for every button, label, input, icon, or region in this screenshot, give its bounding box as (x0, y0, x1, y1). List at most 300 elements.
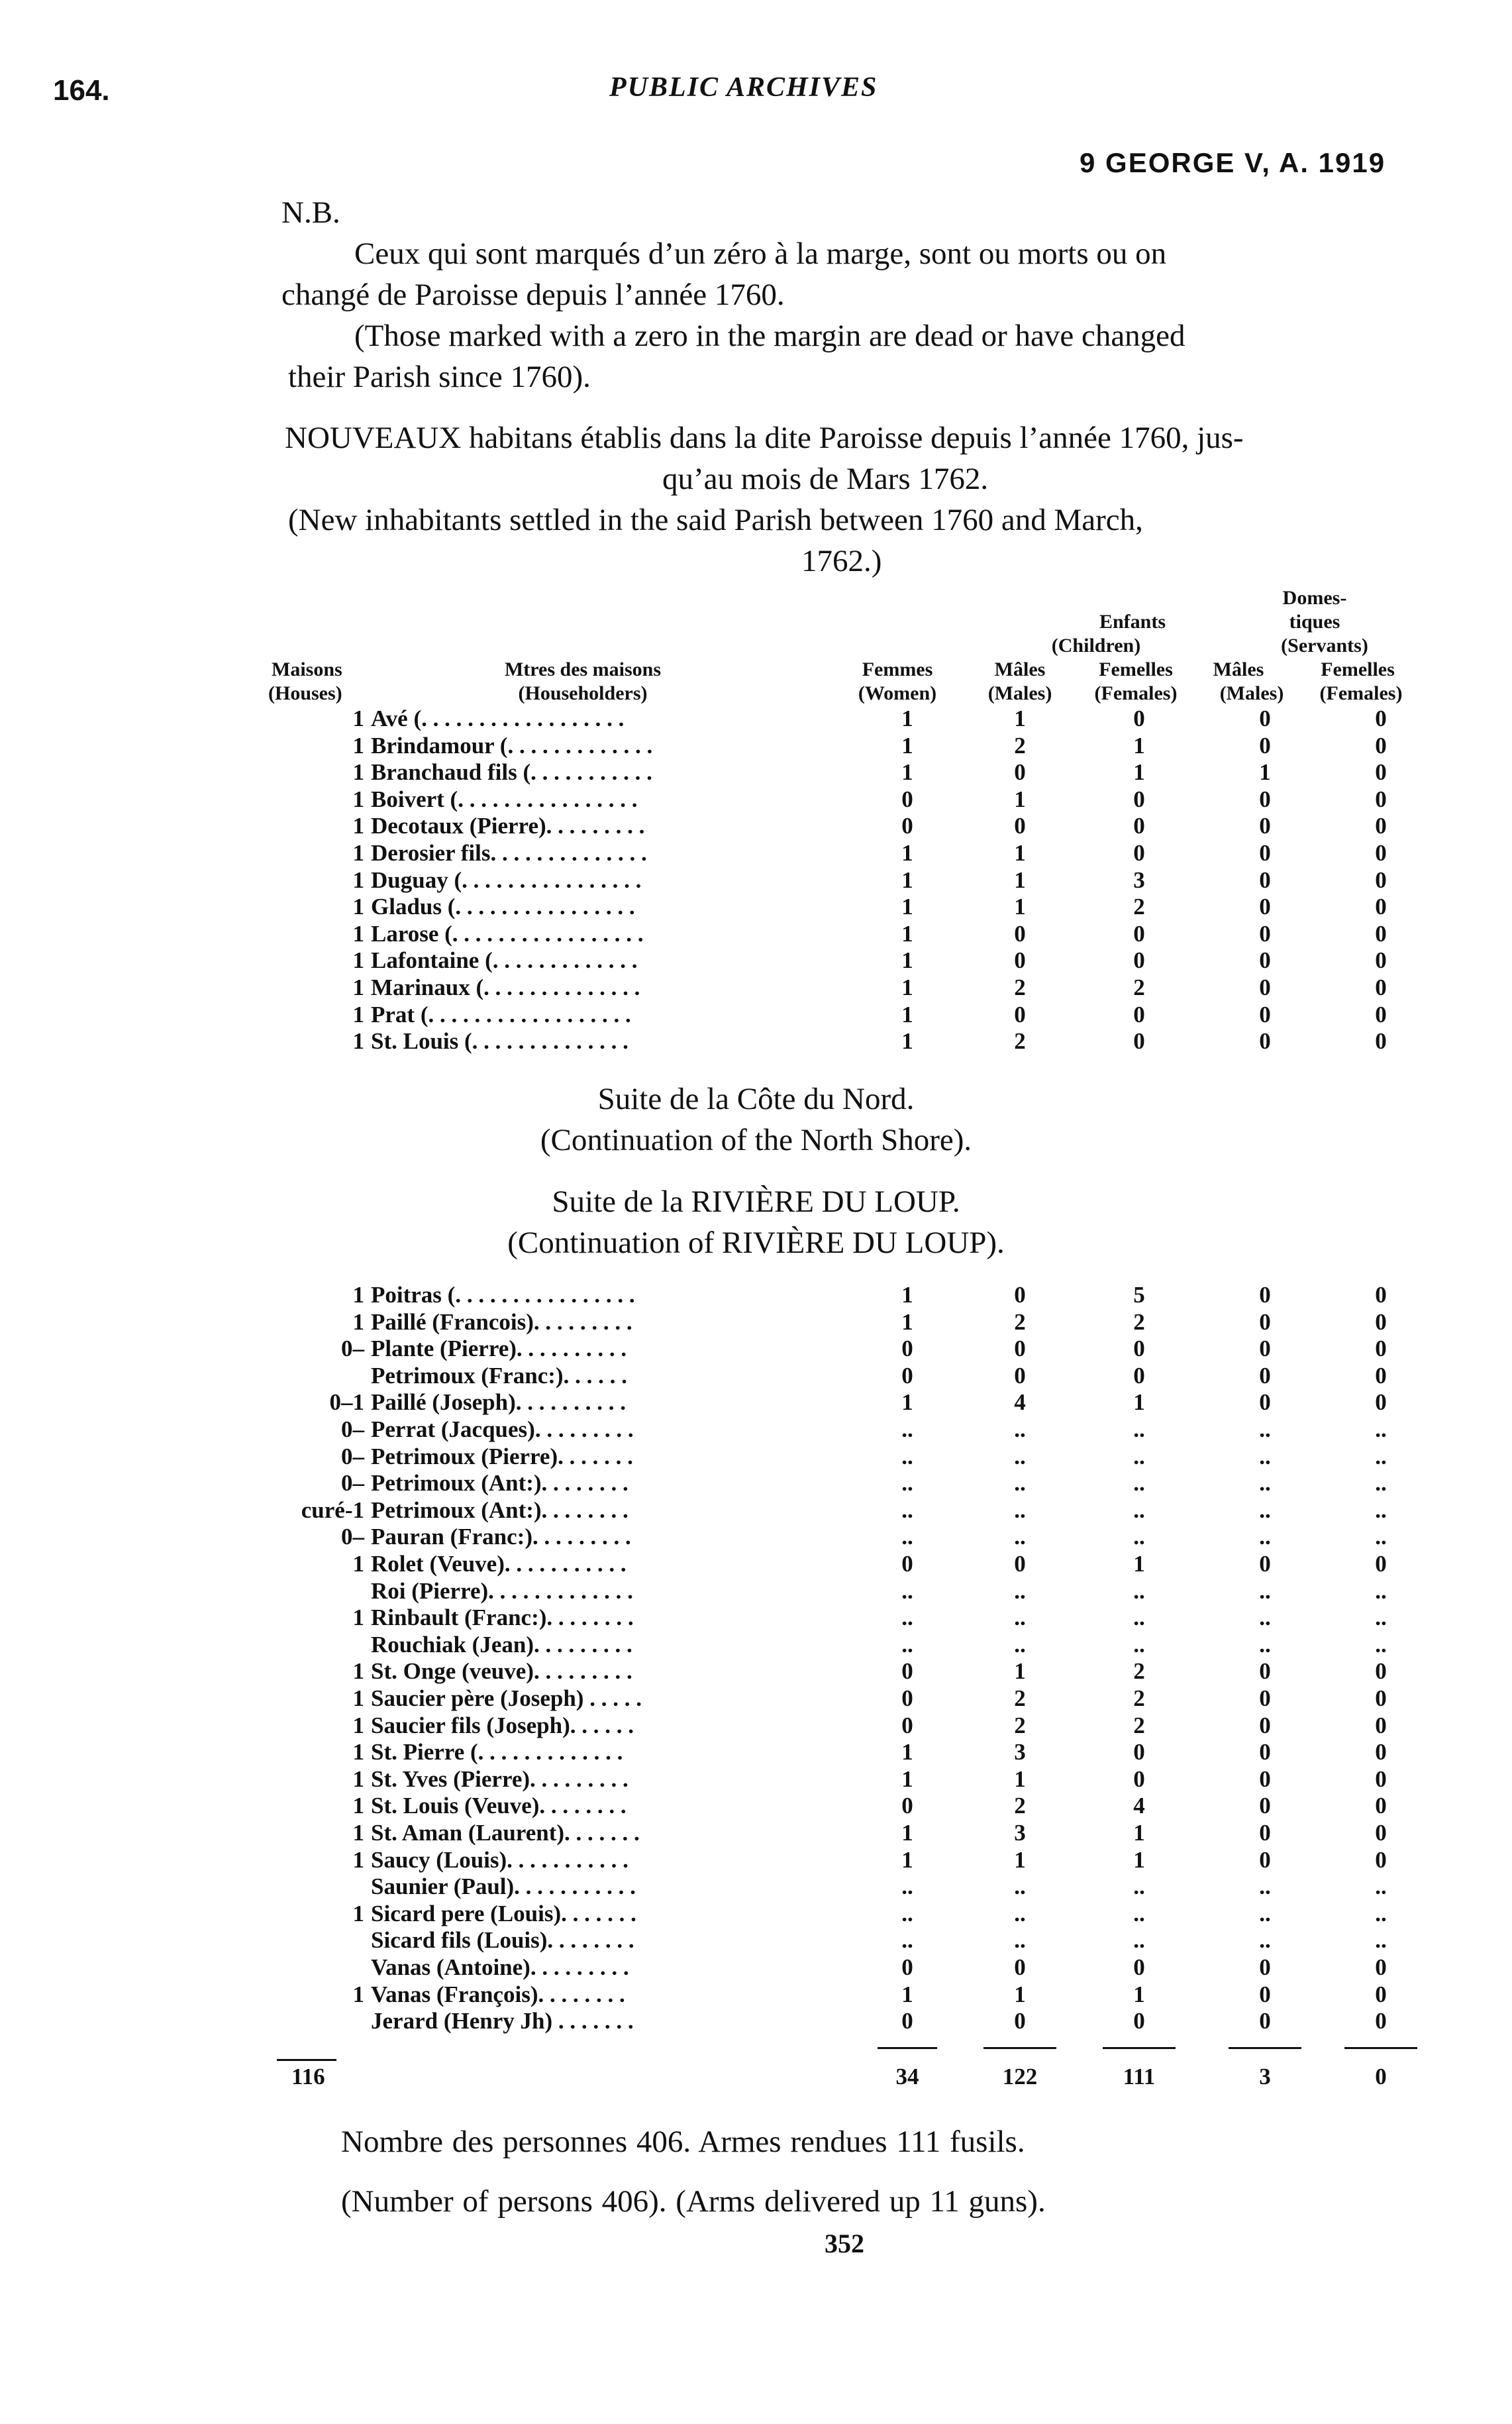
female-servants-count: 0 (1375, 2008, 1387, 2034)
male-servants-count: 0 (1259, 1712, 1271, 1738)
house-mark: 1 (352, 840, 364, 866)
female-children-count: 0 (1133, 1336, 1145, 1362)
female-servants-count: 0 (1375, 759, 1387, 786)
house-mark: 1 (352, 1846, 364, 1873)
female-children-count: 0 (1133, 786, 1145, 812)
header-children: (Children) (1051, 635, 1141, 657)
table-row (0, 1028, 1512, 1055)
householder-name: Vanas (Antoine). . . . . . . . . (371, 1954, 629, 1980)
male-children-count: 3 (1014, 1820, 1026, 1846)
householder-name: Rinbault (Franc:). . . . . . . . (371, 1605, 634, 1631)
house-mark: 1 (352, 975, 364, 1000)
male-children-count: .. (1014, 1873, 1026, 1900)
total-males: 122 (1002, 2064, 1038, 2089)
female-children-count: 1 (1133, 732, 1145, 759)
header-femmes: Femmes (862, 659, 933, 680)
header-servant-femelles: Femelles (1321, 659, 1395, 680)
male-children-count: 1 (1014, 867, 1026, 893)
female-children-count: 2 (1133, 1712, 1145, 1738)
women-count: .. (901, 1631, 913, 1658)
total-rule-women (878, 2047, 937, 2049)
householder-name: Roi (Pierre). . . . . . . . . . . . . (371, 1577, 633, 1604)
householder-name: Decotaux (Pierre). . . . . . . . . (371, 813, 645, 839)
table-row (0, 1578, 1512, 1605)
house-mark: 1 (352, 894, 364, 920)
female-children-count: 0 (1133, 706, 1145, 731)
male-servants-count: 0 (1259, 1658, 1271, 1685)
female-children-count: 0 (1133, 920, 1145, 947)
householder-name: St. Onge (veuve). . . . . . . . . (371, 1658, 632, 1685)
female-children-count: 2 (1133, 975, 1145, 1000)
female-children-count: 0 (1133, 1739, 1145, 1765)
header-males-en: (Males) (987, 682, 1052, 704)
table-row (0, 1336, 1512, 1363)
male-servants-count: .. (1259, 1524, 1271, 1550)
header-maisons: Maisons (272, 659, 342, 680)
note-fr-line1: Ceux qui sont marqués d’un zéro à la marge, sont ou morts ou on (354, 237, 1167, 271)
householder-name: Paillé (Francois). . . . . . . . . (371, 1308, 632, 1335)
male-servants-count: 0 (1259, 1362, 1271, 1389)
male-servants-count: 0 (1259, 975, 1271, 1000)
women-count: 0 (901, 813, 913, 839)
women-count: .. (901, 1470, 913, 1497)
householder-name: Prat (. . . . . . . . . . . . . . . . . . (371, 1001, 631, 1028)
male-servants-count: 0 (1259, 920, 1271, 947)
women-count: .. (901, 1873, 913, 1900)
male-children-count: 1 (1014, 840, 1026, 866)
house-mark: 1 (352, 1820, 364, 1846)
women-count: 0 (901, 1362, 913, 1389)
householder-name: Boivert (. . . . . . . . . . . . . . . . (371, 786, 638, 812)
house-mark: 1 (352, 1900, 364, 1926)
female-children-count: 1 (1133, 1389, 1145, 1416)
women-count: 0 (901, 1336, 913, 1362)
male-servants-count: 0 (1259, 1551, 1271, 1577)
women-count: .. (901, 1497, 913, 1523)
female-servants-count: 0 (1375, 947, 1387, 974)
female-servants-count: 0 (1375, 1765, 1387, 1792)
male-servants-count: .. (1259, 1416, 1271, 1442)
male-children-count: 2 (1014, 975, 1026, 1000)
total-rule-males (983, 2047, 1056, 2049)
male-children-count: 0 (1014, 759, 1026, 786)
women-count: 0 (901, 1685, 913, 1711)
female-children-count: .. (1133, 1927, 1145, 1954)
female-servants-count: 0 (1375, 920, 1387, 947)
header-enfants: Enfants (1099, 611, 1166, 633)
male-children-count: 1 (1014, 1981, 1026, 2007)
header-servants: (Servants) (1281, 635, 1368, 657)
total-servant-males: 3 (1259, 2064, 1271, 2089)
female-children-count: 0 (1133, 813, 1145, 839)
table-row (0, 786, 1512, 814)
male-servants-count: 0 (1259, 1739, 1271, 1765)
female-children-count: 1 (1133, 1820, 1145, 1846)
male-children-count: 0 (1014, 1954, 1026, 1980)
table-row (0, 1901, 1512, 1928)
house-mark: 0– (341, 1470, 364, 1497)
table-row (0, 867, 1512, 894)
male-children-count: .. (1014, 1524, 1026, 1550)
header-servant-males: Mâles (1213, 659, 1264, 680)
female-servants-count: 0 (1375, 1685, 1387, 1711)
header-women: (Women) (858, 682, 937, 704)
male-children-count: 2 (1014, 1028, 1026, 1055)
female-servants-count: 0 (1375, 1739, 1387, 1765)
header-females-en: (Females) (1094, 682, 1178, 704)
householder-name: Plante (Pierre). . . . . . . . . . (371, 1336, 627, 1362)
house-mark: 0– (341, 1443, 364, 1469)
male-children-count: 2 (1014, 732, 1026, 759)
session-label: 9 GEORGE V, A. 1919 (1080, 147, 1386, 178)
male-children-count: 1 (1014, 706, 1026, 731)
female-servants-count: 0 (1375, 813, 1387, 839)
male-servants-count: 0 (1259, 1001, 1271, 1028)
female-children-count: .. (1133, 1416, 1145, 1442)
householder-name: Petrimoux (Pierre). . . . . . . (371, 1443, 633, 1469)
women-count: .. (901, 1900, 913, 1926)
header-houses: (Houses) (268, 682, 342, 704)
male-children-count: .. (1014, 1443, 1026, 1469)
householder-name: Petrimoux (Ant:). . . . . . . . (371, 1470, 629, 1497)
header-tiques: tiques (1289, 611, 1340, 633)
male-servants-count: 0 (1259, 1685, 1271, 1711)
table-row (0, 1981, 1512, 2009)
male-children-count: 2 (1014, 1308, 1026, 1335)
women-count: .. (901, 1443, 913, 1469)
women-count: 1 (901, 759, 913, 786)
male-children-count: 0 (1014, 813, 1026, 839)
table-row (0, 1470, 1512, 1497)
female-servants-count: 0 (1375, 840, 1387, 866)
male-servants-count: .. (1259, 1873, 1271, 1900)
female-servants-count: 0 (1375, 1658, 1387, 1685)
male-servants-count: 0 (1259, 732, 1271, 759)
female-children-count: .. (1133, 1577, 1145, 1604)
female-servants-count: .. (1375, 1577, 1387, 1604)
householder-name: Larose (. . . . . . . . . . . . . . . . . (371, 920, 644, 947)
women-count: 1 (901, 1981, 913, 2007)
male-servants-count: .. (1259, 1577, 1271, 1604)
table-row (0, 813, 1512, 840)
female-servants-count: 0 (1375, 732, 1387, 759)
female-children-count: 0 (1133, 1954, 1145, 1980)
table-row (0, 921, 1512, 948)
male-servants-count: 0 (1259, 1765, 1271, 1792)
women-count: 1 (901, 1765, 913, 1792)
male-children-count: 1 (1014, 1658, 1026, 1685)
section-riviere-du-loup-en: (Continuation of RIVIÈRE DU LOUP). (507, 1226, 1005, 1260)
table-row (0, 1873, 1512, 1901)
male-servants-count: 0 (1259, 867, 1271, 893)
table-row (0, 1954, 1512, 1981)
table-row (0, 733, 1512, 760)
header-maitres: Mtres des maisons (504, 659, 662, 680)
householder-name: Paillé (Joseph). . . . . . . . . . (371, 1389, 626, 1416)
male-servants-count: 0 (1259, 813, 1271, 839)
women-count: 1 (901, 1028, 913, 1055)
house-mark: 1 (352, 920, 364, 947)
table-row (0, 759, 1512, 786)
female-servants-count: 0 (1375, 867, 1387, 893)
female-servants-count: 0 (1375, 1362, 1387, 1389)
female-servants-count: 0 (1375, 1282, 1387, 1308)
nb-label: N.B. (281, 195, 340, 230)
male-servants-count: 1 (1259, 759, 1271, 786)
householder-name: Saucier fils (Joseph). . . . . . (371, 1712, 634, 1738)
female-servants-count: .. (1375, 1631, 1387, 1658)
female-children-count: 2 (1133, 1308, 1145, 1335)
female-servants-count: 0 (1375, 1954, 1387, 1980)
male-servants-count: .. (1259, 1443, 1271, 1469)
women-count: 1 (901, 1846, 913, 1873)
female-children-count: 2 (1133, 1658, 1145, 1685)
women-count: .. (901, 1577, 913, 1604)
female-children-count: 0 (1133, 1362, 1145, 1389)
female-servants-count: 0 (1375, 1551, 1387, 1577)
house-mark: 1 (352, 867, 364, 893)
male-servants-count: 0 (1259, 1954, 1271, 1980)
new-inhabitants-line1: (New inhabitants settled in the said Parish between 1760 and March, (288, 503, 1143, 537)
house-mark: 1 (352, 1551, 364, 1577)
male-servants-count: 0 (1259, 840, 1271, 866)
women-count: .. (901, 1524, 913, 1550)
house-mark: 1 (352, 1685, 364, 1711)
householder-name: Jerard (Henry Jh) . . . . . . . (371, 2008, 634, 2034)
householder-name: Sicard fils (Louis). . . . . . . . (371, 1927, 634, 1954)
footer-en: (Number of persons 406). (Arms delivered up 11 guns). (341, 2184, 1046, 2219)
female-servants-count: 0 (1375, 1308, 1387, 1335)
women-count: 1 (901, 894, 913, 920)
female-children-count: 2 (1133, 894, 1145, 920)
householder-name: Petrimoux (Ant:). . . . . . . . (371, 1497, 629, 1523)
male-children-count: 0 (1014, 2008, 1026, 2034)
female-children-count: 1 (1133, 1981, 1145, 2007)
householder-name: Perrat (Jacques). . . . . . . . . (371, 1416, 634, 1442)
house-mark: 1 (352, 732, 364, 759)
female-servants-count: 0 (1375, 1389, 1387, 1416)
female-servants-count: .. (1375, 1605, 1387, 1631)
house-mark: 1 (352, 813, 364, 839)
male-servants-count: 0 (1259, 1820, 1271, 1846)
householder-name: St. Aman (Laurent). . . . . . . (371, 1820, 640, 1846)
male-children-count: .. (1014, 1497, 1026, 1523)
householder-name: Poitras (. . . . . . . . . . . . . . . . (371, 1282, 635, 1308)
female-servants-count: .. (1375, 1900, 1387, 1926)
house-mark: 1 (352, 1658, 364, 1685)
male-servants-count: .. (1259, 1470, 1271, 1497)
house-mark: 1 (352, 947, 364, 974)
female-children-count: .. (1133, 1470, 1145, 1497)
table-row (0, 1793, 1512, 1820)
table-row (0, 1309, 1512, 1336)
female-children-count: 1 (1133, 1551, 1145, 1577)
house-mark: 1 (352, 1282, 364, 1308)
table-row (0, 1927, 1512, 1954)
table-row (0, 1389, 1512, 1416)
table-row (0, 1632, 1512, 1659)
house-mark: curé-1 (301, 1497, 364, 1523)
male-children-count: 3 (1014, 1739, 1026, 1765)
women-count: 0 (901, 1793, 913, 1819)
male-servants-count: 0 (1259, 1308, 1271, 1335)
male-servants-count: .. (1259, 1497, 1271, 1523)
house-mark: 0– (341, 1336, 364, 1362)
male-children-count: .. (1014, 1900, 1026, 1926)
female-servants-count: 0 (1375, 1846, 1387, 1873)
table-row (0, 1658, 1512, 1685)
male-servants-count: 0 (1259, 1793, 1271, 1819)
female-children-count: 0 (1133, 1765, 1145, 1792)
male-servants-count: 0 (1259, 1282, 1271, 1308)
women-count: 1 (901, 1282, 913, 1308)
total-servant-females: 0 (1375, 2064, 1387, 2089)
section-riviere-du-loup: Suite de la RIVIÈRE DU LOUP. (552, 1185, 960, 1219)
house-mark: 1 (352, 1605, 364, 1631)
table-row (0, 1685, 1512, 1713)
total-rule-houses (277, 2059, 336, 2061)
running-title: PUBLIC ARCHIVES (609, 72, 878, 103)
female-servants-count: .. (1375, 1470, 1387, 1497)
female-children-count: 0 (1133, 947, 1145, 974)
table-row (0, 1524, 1512, 1551)
women-count: 1 (901, 1820, 913, 1846)
male-servants-count: 0 (1259, 894, 1271, 920)
male-children-count: .. (1014, 1577, 1026, 1604)
female-children-count: 0 (1133, 1028, 1145, 1055)
female-servants-count: 0 (1375, 975, 1387, 1000)
new-inhabitants-line2: 1762.) (801, 544, 882, 578)
women-count: 1 (901, 1308, 913, 1335)
house-mark: 0– (341, 1524, 364, 1550)
female-children-count: 2 (1133, 1685, 1145, 1711)
house-mark: 1 (352, 759, 364, 786)
male-servants-count: .. (1259, 1605, 1271, 1631)
women-count: 1 (901, 706, 913, 731)
table-row (0, 1713, 1512, 1740)
women-count: 0 (901, 1954, 913, 1980)
male-servants-count: 0 (1259, 1981, 1271, 2007)
header-servant-females-en: (Females) (1319, 682, 1403, 704)
male-children-count: .. (1014, 1605, 1026, 1631)
male-servants-count: 0 (1259, 1028, 1271, 1055)
table-row (0, 1766, 1512, 1793)
table-row (0, 1847, 1512, 1874)
table-row (0, 1363, 1512, 1390)
female-servants-count: 0 (1375, 706, 1387, 731)
householder-name: Saucier père (Joseph) . . . . . (371, 1685, 642, 1711)
male-servants-count: 0 (1259, 1336, 1271, 1362)
table-row (0, 1605, 1512, 1632)
male-servants-count: .. (1259, 1900, 1271, 1926)
page-count: 352 (825, 2229, 864, 2258)
male-servants-count: .. (1259, 1631, 1271, 1658)
female-children-count: 0 (1133, 2008, 1145, 2034)
male-children-count: 0 (1014, 1362, 1026, 1389)
householder-name: Derosier fils. . . . . . . . . . . . . . (371, 840, 647, 866)
female-servants-count: 0 (1375, 1820, 1387, 1846)
women-count: 0 (901, 1551, 913, 1577)
female-children-count: .. (1133, 1873, 1145, 1900)
female-children-count: 1 (1133, 1846, 1145, 1873)
women-count: 0 (901, 786, 913, 812)
house-mark: 1 (352, 1765, 364, 1792)
female-servants-count: 0 (1375, 894, 1387, 920)
male-servants-count: 0 (1259, 706, 1271, 731)
householder-name: Marinaux (. . . . . . . . . . . . . . (371, 975, 640, 1000)
male-children-count: 0 (1014, 947, 1026, 974)
house-mark: 0– (341, 1416, 364, 1442)
female-servants-count: .. (1375, 1927, 1387, 1954)
male-children-count: 0 (1014, 1282, 1026, 1308)
male-children-count: .. (1014, 1631, 1026, 1658)
male-servants-count: 0 (1259, 786, 1271, 812)
header-householders: (Householders) (518, 682, 648, 704)
male-servants-count: 0 (1259, 2008, 1271, 2034)
house-mark: 1 (352, 1001, 364, 1028)
householder-name: St. Yves (Pierre). . . . . . . . . (371, 1765, 629, 1792)
male-children-count: .. (1014, 1416, 1026, 1442)
table-row (0, 1416, 1512, 1444)
male-children-count: 4 (1014, 1389, 1026, 1416)
page-number: 164. (53, 74, 110, 107)
header-servant-males-en: (Males) (1219, 682, 1284, 704)
total-women: 34 (895, 2064, 919, 2089)
male-servants-count: .. (1259, 1927, 1271, 1954)
women-count: 1 (901, 1739, 913, 1765)
women-count: 1 (901, 732, 913, 759)
female-servants-count: .. (1375, 1873, 1387, 1900)
house-mark: 1 (352, 1028, 364, 1055)
male-servants-count: 0 (1259, 1846, 1271, 1873)
male-servants-count: 0 (1259, 1389, 1271, 1416)
women-count: .. (901, 1927, 913, 1954)
male-servants-count: 0 (1259, 947, 1271, 974)
male-children-count: 1 (1014, 1846, 1026, 1873)
table-row (0, 1282, 1512, 1309)
totals-row (0, 2064, 1512, 2091)
table-row (0, 1739, 1512, 1766)
female-children-count: 1 (1133, 759, 1145, 786)
female-servants-count: 0 (1375, 1981, 1387, 2007)
header-domes: Domes- (1282, 587, 1347, 609)
women-count: 1 (901, 1389, 913, 1416)
house-mark: 1 (352, 1981, 364, 2007)
total-rule-servant-females (1344, 2047, 1417, 2049)
female-servants-count: 0 (1375, 1712, 1387, 1738)
female-servants-count: 0 (1375, 1001, 1387, 1028)
table-row (0, 975, 1512, 1002)
total-females: 111 (1123, 2064, 1156, 2089)
table-row (0, 947, 1512, 975)
total-rule-females (1103, 2047, 1176, 2049)
section-cote-du-nord: Suite de la Côte du Nord. (597, 1082, 915, 1116)
female-children-count: 4 (1133, 1793, 1145, 1819)
women-count: .. (901, 1605, 913, 1631)
householder-name: Petrimoux (Franc:). . . . . . (371, 1362, 627, 1389)
male-children-count: 0 (1014, 920, 1026, 947)
house-mark: 1 (352, 706, 364, 731)
householder-name: Sicard pere (Louis). . . . . . . (371, 1900, 636, 1926)
women-count: 1 (901, 867, 913, 893)
table-row (0, 1820, 1512, 1847)
nouveaux-line2: qu’au mois de Mars 1762. (662, 462, 989, 496)
householder-name: Branchaud fils (. . . . . . . . . . . (371, 759, 652, 786)
section-north-shore: (Continuation of the North Shore). (540, 1123, 972, 1157)
total-rule-servant-males (1229, 2047, 1301, 2049)
house-mark: 1 (352, 1739, 364, 1765)
male-children-count: 0 (1014, 1001, 1026, 1028)
